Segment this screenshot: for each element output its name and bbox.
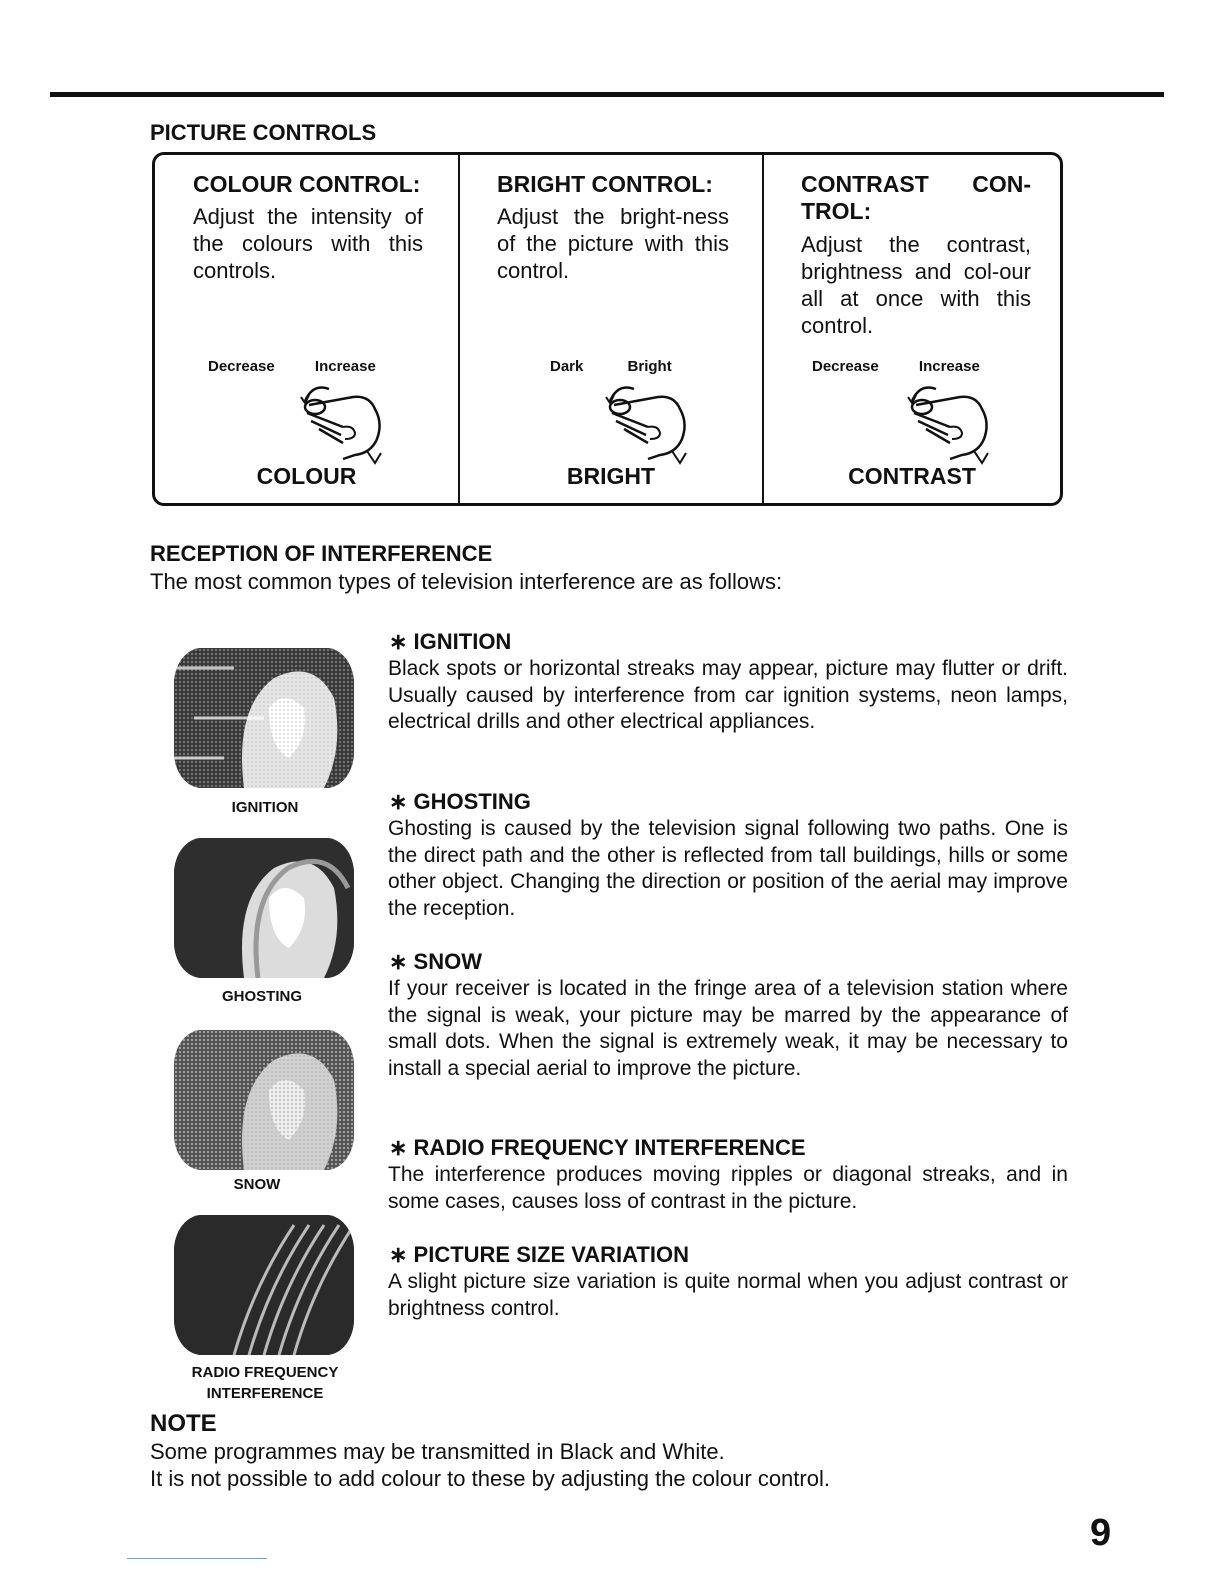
bright-knob-labels: [550, 358, 672, 375]
ghosting-caption: GHOSTING: [221, 988, 302, 1005]
ignition-thumbnail: [174, 648, 354, 788]
snow-caption: SNOW: [233, 1176, 281, 1193]
ignition-body: Black spots or horizontal streaks may appear, picture may flutter or drift. Usually caused by interference from car ignition systems, neon lamps, electrical drills and other electrical appliances.: [388, 657, 1068, 733]
contrast-control-title: CONTRAST CON-TROL:: [801, 171, 1031, 224]
ignition-title: ∗ IGNITION: [389, 629, 512, 654]
note-line-1: Some programmes may be transmitted in Black and White.: [150, 1439, 725, 1464]
radio-frequency-title: ∗ RADIO FREQUENCY INTERFERENCE: [389, 1135, 806, 1160]
note-body: [150, 1438, 830, 1492]
colour-control-description: Adjust the intensity of the colours with this controls.: [193, 204, 423, 283]
contrast-increase-label: Increase: [918, 358, 980, 375]
contrast-decrease-label: Decrease: [812, 358, 879, 375]
bright-knob-icon: [588, 377, 698, 467]
page-number: 9: [1090, 1512, 1112, 1554]
contrast-control-panel: [762, 155, 1060, 503]
colour-control-panel: [155, 155, 458, 503]
colour-control-title: COLOUR CONTROL:: [193, 171, 421, 197]
contrast-knob-labels: [812, 358, 980, 375]
picture-size-title: ∗ PICTURE SIZE VARIATION: [389, 1242, 689, 1267]
colour-knob-icon: [283, 377, 393, 467]
picture-size-body: A slight picture size variation is quite normal when you adjust contrast or brightness control.: [388, 1270, 1068, 1320]
footer-line: [127, 1558, 267, 1559]
colour-decrease-label: Decrease: [208, 358, 275, 375]
ignition-caption: IGNITION: [231, 799, 299, 816]
colour-knob-name: COLOUR: [256, 463, 357, 489]
colour-knob-labels: [208, 358, 376, 375]
bright-control-panel: [458, 155, 762, 503]
radio-frequency-thumbnail: [174, 1215, 354, 1355]
ghosting-title: ∗ GHOSTING: [389, 789, 531, 814]
contrast-control-description: Adjust the contrast, brightness and col-our all at once with this control.: [801, 232, 1031, 338]
interference-heading: RECEPTION OF INTERFERENCE: [150, 541, 493, 566]
bright-knob-name: BRIGHT: [566, 463, 656, 489]
picture-controls-box: [152, 152, 1063, 506]
interference-intro: The most common types of television interference are as follows:: [150, 569, 783, 594]
top-rule: [50, 92, 1164, 97]
picture-controls-heading: PICTURE CONTROLS: [150, 120, 377, 145]
contrast-knob-icon: [890, 377, 1000, 467]
snow-thumbnail: [174, 1030, 354, 1170]
bright-bright-label: Bright: [627, 358, 672, 375]
ghosting-thumbnail: [174, 838, 354, 978]
radio-frequency-caption-1: RADIO FREQUENCY: [191, 1364, 339, 1381]
ghosting-body: Ghosting is caused by the television signal following two paths. One is the direct path and the other is reflected from tall buildings, hills or some other object. Changing the direction or position of the aerial may improve the reception.: [388, 817, 1068, 920]
colour-increase-label: Increase: [314, 358, 376, 375]
bright-dark-label: Dark: [550, 358, 584, 375]
contrast-knob-name: CONTRAST: [848, 463, 976, 489]
radio-frequency-body: The interference produces moving ripples or diagonal streaks, and in some cases, causes loss of contrast in the picture.: [388, 1163, 1068, 1213]
bright-control-title: BRIGHT CONTROL:: [497, 171, 713, 197]
radio-frequency-caption-2: INTERFERENCE: [206, 1385, 324, 1402]
bright-control-description: Adjust the bright-ness of the picture with this control.: [497, 204, 729, 283]
note-line-2: It is not possible to add colour to these by adjusting the colour control.: [150, 1466, 830, 1491]
snow-title: ∗ SNOW: [389, 949, 482, 974]
snow-body: If your receiver is located in the fringe area of a television station where the signal is weak, your picture may be marred by the appearance of small dots. When the signal is extremely weak, it may be necessary to install a special aerial to improve the picture.: [388, 977, 1068, 1080]
note-heading: NOTE: [150, 1410, 217, 1437]
